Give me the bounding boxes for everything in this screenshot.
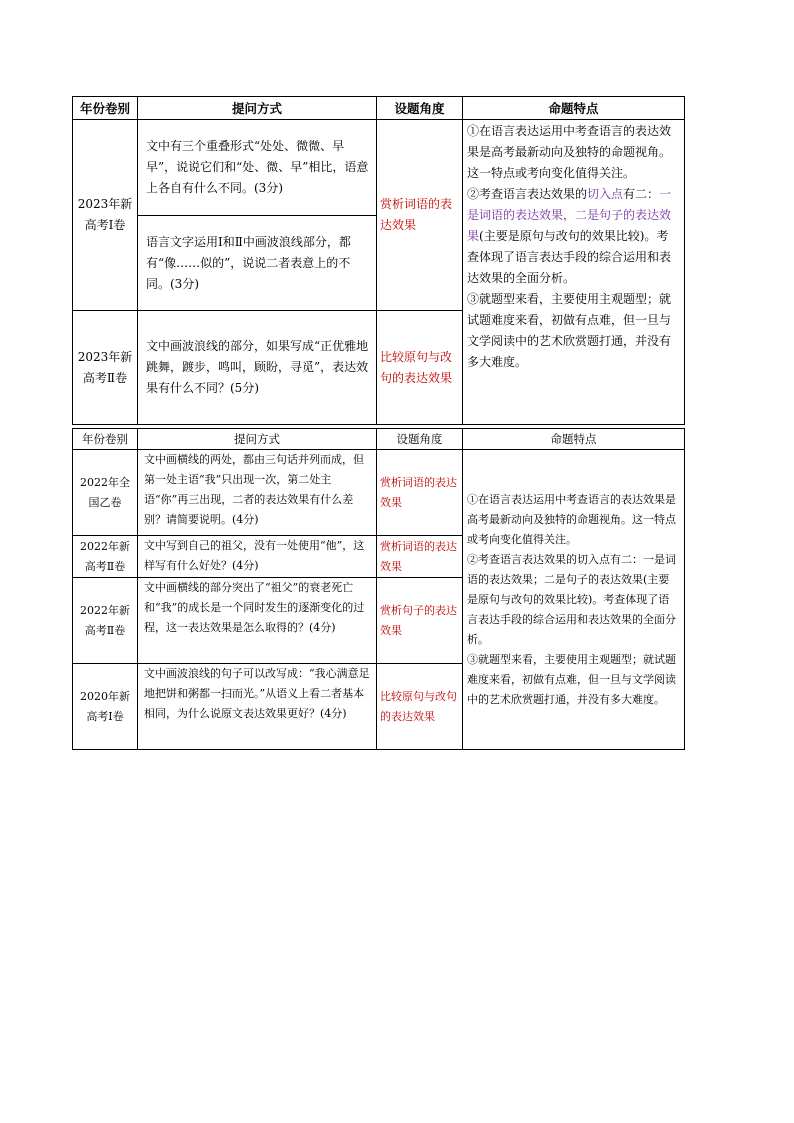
angle-cell: 比较原句与改句的表达效果: [377, 311, 463, 425]
table-row: [73, 450, 685, 536]
angle-cell: 赏析句子的表达效果: [377, 578, 463, 664]
header-features: 命题特点: [463, 429, 685, 450]
feature-text: (主要是原句与改句的效果比较)。考查体现了语言表达手段的综合运用和表达效果的全面分析。: [467, 229, 672, 285]
exam-table-2023: [72, 96, 685, 425]
header-year: 年份卷别: [73, 429, 138, 450]
year-cell: 2023年新高考Ⅰ卷: [73, 120, 138, 311]
question-cell: 文中画波浪线的部分，如果写成“正优雅地跳舞，踱步，鸣叫，顾盼，寻觅”，表达效果有什么不同？(5分): [138, 311, 377, 425]
year-cell: 2022年全国乙卷: [73, 450, 138, 536]
header-question: 提问方式: [138, 429, 377, 450]
angle-cell: 赏析词语的表达效果: [377, 536, 463, 578]
year-cell: 2023年新高考Ⅱ卷: [73, 311, 138, 425]
feature-point-1: ①在语言表达运用中考查语言的表达效果是高考最新动向及独特的命题视角。这一特点或考向变化值得关注。: [467, 492, 676, 546]
feature-text: 有二：: [623, 187, 660, 201]
year-cell: 2020年新高考Ⅰ卷: [73, 664, 138, 750]
feature-point-2: [467, 184, 680, 289]
question-cell: 文中写到自己的祖父，没有一处使用“他”，这样写有什么好处？(4分): [138, 536, 377, 578]
header-year: 年份卷别: [73, 97, 138, 120]
header-angle: 设题角度: [377, 429, 463, 450]
angle-cell: 比较原句与改句的表达效果: [377, 664, 463, 750]
feature-text: ②考查语言表达效果的: [467, 187, 588, 201]
exam-table-2022-2020: [72, 428, 685, 750]
angle-cell: 赏析词语的表达效果: [377, 450, 463, 536]
features-cell: [463, 120, 685, 425]
angle-cell: 赏析词语的表达效果: [377, 120, 463, 311]
table-header-row: [73, 429, 685, 450]
feature-point-3: ③就题型来看，主要使用主观题型；就试题难度来看，初做有点难，但一旦与文学阅读中的艺术欣赏题打通，并没有多大难度。: [467, 292, 672, 369]
feature-point-2: ②考查语言表达效果的切入点有二：一是词语的表达效果；二是句子的表达效果(主要是原句与改句的效果比较)。考查体现了语言表达手段的综合运用和表达效果的全面分析。: [467, 552, 676, 646]
table-row: [73, 120, 685, 216]
year-cell: 2022年新高考Ⅱ卷: [73, 536, 138, 578]
header-question: 提问方式: [138, 97, 377, 120]
highlight-two-types: 一是词语的表达效果，二是句子的表达效果: [467, 187, 672, 243]
features-cell: [463, 450, 685, 750]
header-features: 命题特点: [463, 97, 685, 120]
question-cell: 文中有三个重叠形式“处处、微微、早早”，说说它们和“处、微、早”相比，语意上各自有什么不同。(3分): [138, 120, 377, 216]
feature-point-1: ①在语言表达运用中考查语言的表达效果是高考最新动向及独特的命题视角。这一特点或考向变化值得关注。: [467, 124, 672, 180]
question-cell: 文中画波浪线的句子可以改写成：“我心满意足地把饼和粥都一扫而光。”从语义上看二者基本相同，为什么说原文表达效果更好？(4分): [138, 664, 377, 750]
question-cell: 语言文字运用Ⅰ和Ⅱ中画波浪线部分，都有“像……似的”，说说二者表意上的不同。(3分): [138, 216, 377, 311]
highlight-entry-point: 切入点: [587, 187, 624, 201]
header-angle: 设题角度: [377, 97, 463, 120]
question-cell: 文中画横线的两处，都由三句话并列而成，但第一处主语“我”只出现一次，第二处主语“你”再三出现，二者的表达效果有什么差别？请简要说明。(4分): [138, 450, 377, 536]
feature-point-3: ③就题型来看，主要使用主观题型；就试题难度来看，初做有点难，但一旦与文学阅读中的艺术欣赏题打通，并没有多大难度。: [467, 652, 676, 706]
table-header-row: [73, 97, 685, 120]
year-cell: 2022年新高考Ⅱ卷: [73, 578, 138, 664]
question-cell: 文中画横线的部分突出了“祖父”的衰老死亡和“我”的成长是一个同时发生的逐渐变化的过程，这一表达效果是怎么取得的？(4分): [138, 578, 377, 664]
